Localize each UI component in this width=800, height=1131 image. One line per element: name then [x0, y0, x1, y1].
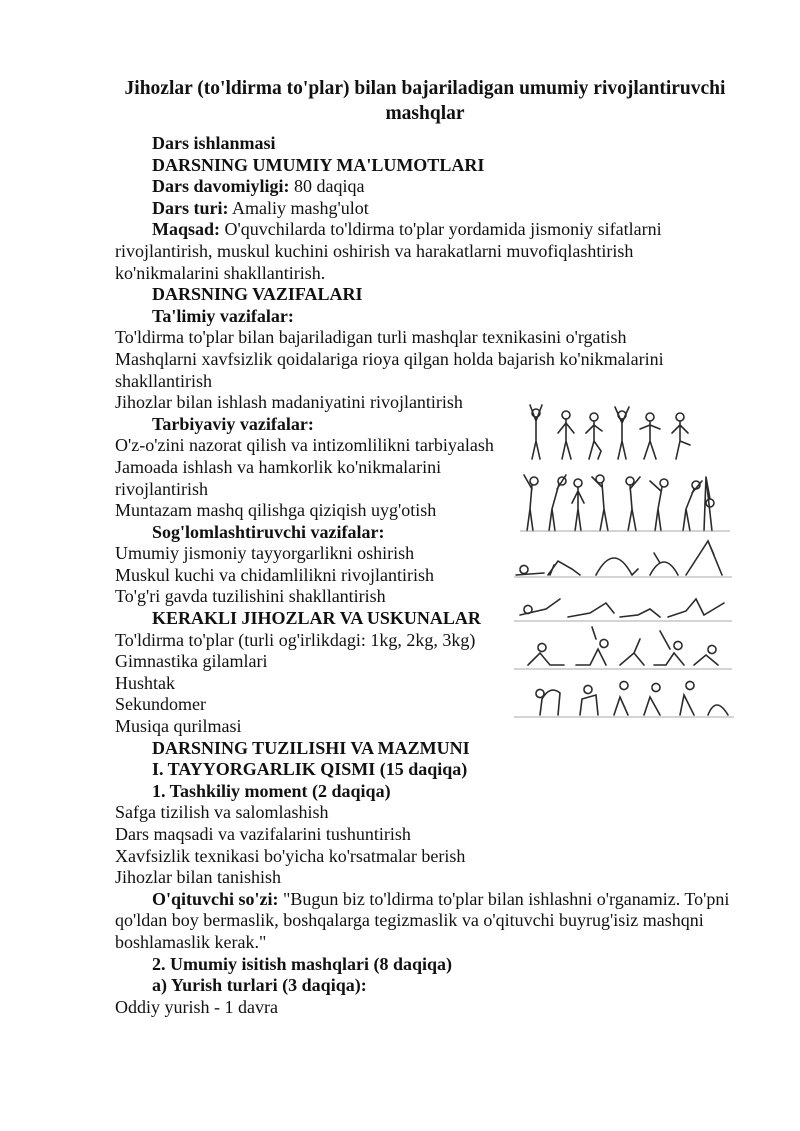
step-heading-warmup: 2. Umumiy isitish mashqlari (8 daqiqa) [152, 953, 453, 974]
goal-paragraph: Maqsad: O'quvchilarda to'ldirma to'plar yordamida jismoniy sifatlarni rivojlantirish, muskul kuchini oshirish va harakatlarni muvofiqlashtirish ko'nikmalarini shakllantirish. [115, 219, 662, 283]
list-item: Dars maqsadi va vazifalarini tushuntirish [115, 824, 411, 844]
list-item: To'ldirma to'plar (turli og'irlikdagi: 1kg, 2kg, 3kg) [115, 629, 476, 650]
list-item: Sekundomer [115, 694, 206, 715]
section-heading-structure: DARSNING TUZILISHI VA MAZMUNI [152, 737, 470, 758]
list-item: Musiqa qurilmasi [115, 716, 242, 737]
list-item: O'z-o'zini nazorat qilish va intizomlilikni tarbiyalash [115, 435, 494, 456]
subheading-upbringing: Tarbiyaviy vazifalar: [152, 413, 314, 434]
subheading-educational: Ta'limiy vazifalar: [152, 305, 294, 326]
list-item: Hushtak [115, 672, 175, 693]
list-item: Jihozlar bilan tanishish [115, 867, 281, 888]
part-heading-preparatory: I. TAYYORGARLIK QISMI (15 daqiqa) [152, 759, 468, 780]
lesson-plan-label: Dars ishlanmasi [152, 133, 276, 153]
row-arch-figures [514, 541, 732, 577]
section-heading-equipment: KERAKLI JIHOZLAR VA USKUNALAR [152, 608, 481, 629]
section-heading-tasks: DARSNING VAZIFALARI [152, 284, 363, 305]
list-item: Umumiy jismoniy tayyorgarlikni oshirish [115, 543, 415, 564]
section-heading-general: DARSNING UMUMIY MA'LUMOTLARI [152, 154, 485, 175]
row-sitting-figures [514, 627, 732, 669]
list-item: Jihozlar bilan ishlash madaniyatini rivojlantirish [115, 392, 463, 413]
row-bending-figures [520, 475, 730, 531]
list-item: Mashqlarni xavfsizlik qoidalariga rioya qilgan holda bajarish ko'nikmalarini shakllantirish [115, 348, 664, 391]
subheading-health: Sog'lomlashtiruvchi vazifalar: [152, 521, 385, 542]
list-item: Xavfsizlik texnikasi bo'yicha ko'rsatmalar berish [115, 845, 466, 866]
exercise-figures-illustration [510, 403, 738, 721]
teacher-quote-paragraph: O'qituvchi so'zi: "Bugun biz to'ldirma to'plar bilan ishlashni o'rganamiz. To'pni qo'ldan boy bermaslik, boshqalarga tegizmaslik va o'qituvchi buyrug'isiz mashqni boshlamaslik kerak." [115, 888, 730, 952]
lesson-type-line: Dars turi: Amaliy mashg'ulot [152, 197, 369, 218]
list-item: Oddiy yurish - 1 davra [115, 996, 278, 1017]
list-item: Muntazam mashq qilishga qiziqish uyg'otish [115, 500, 437, 521]
exercise-figures-icon [510, 403, 738, 721]
row-lying-figures [514, 599, 732, 621]
substep-heading-walking: a) Yurish turlari (3 daqiqa): [152, 975, 367, 996]
list-item: To'ldirma to'plar bilan bajariladigan turli mashqlar texnikasini o'rgatish [115, 327, 627, 348]
document-title: Jihozlar (to'ldirma to'plar) bilan bajariladigan umumiy rivojlantiruvchi mashqlar [124, 78, 726, 124]
duration-line: Dars davomiyligi: 80 daqiqa [152, 176, 365, 197]
list-item: To'g'ri gavda tuzilishini shakllantirish [115, 586, 386, 607]
row-standing-figures [530, 405, 690, 459]
row-crouching-figures [514, 682, 734, 718]
step-heading-organizational: 1. Tashkiliy moment (2 daqiqa) [152, 780, 391, 801]
list-item: Safga tizilish va salomlashish [115, 802, 329, 823]
list-item: Gimnastika gilamlari [115, 651, 268, 672]
list-item: Jamoada ishlash va hamkorlik ko'nikmalarini rivojlantirish [115, 456, 442, 499]
list-item: Muskul kuchi va chidamlilikni rivojlantirish [115, 564, 434, 585]
